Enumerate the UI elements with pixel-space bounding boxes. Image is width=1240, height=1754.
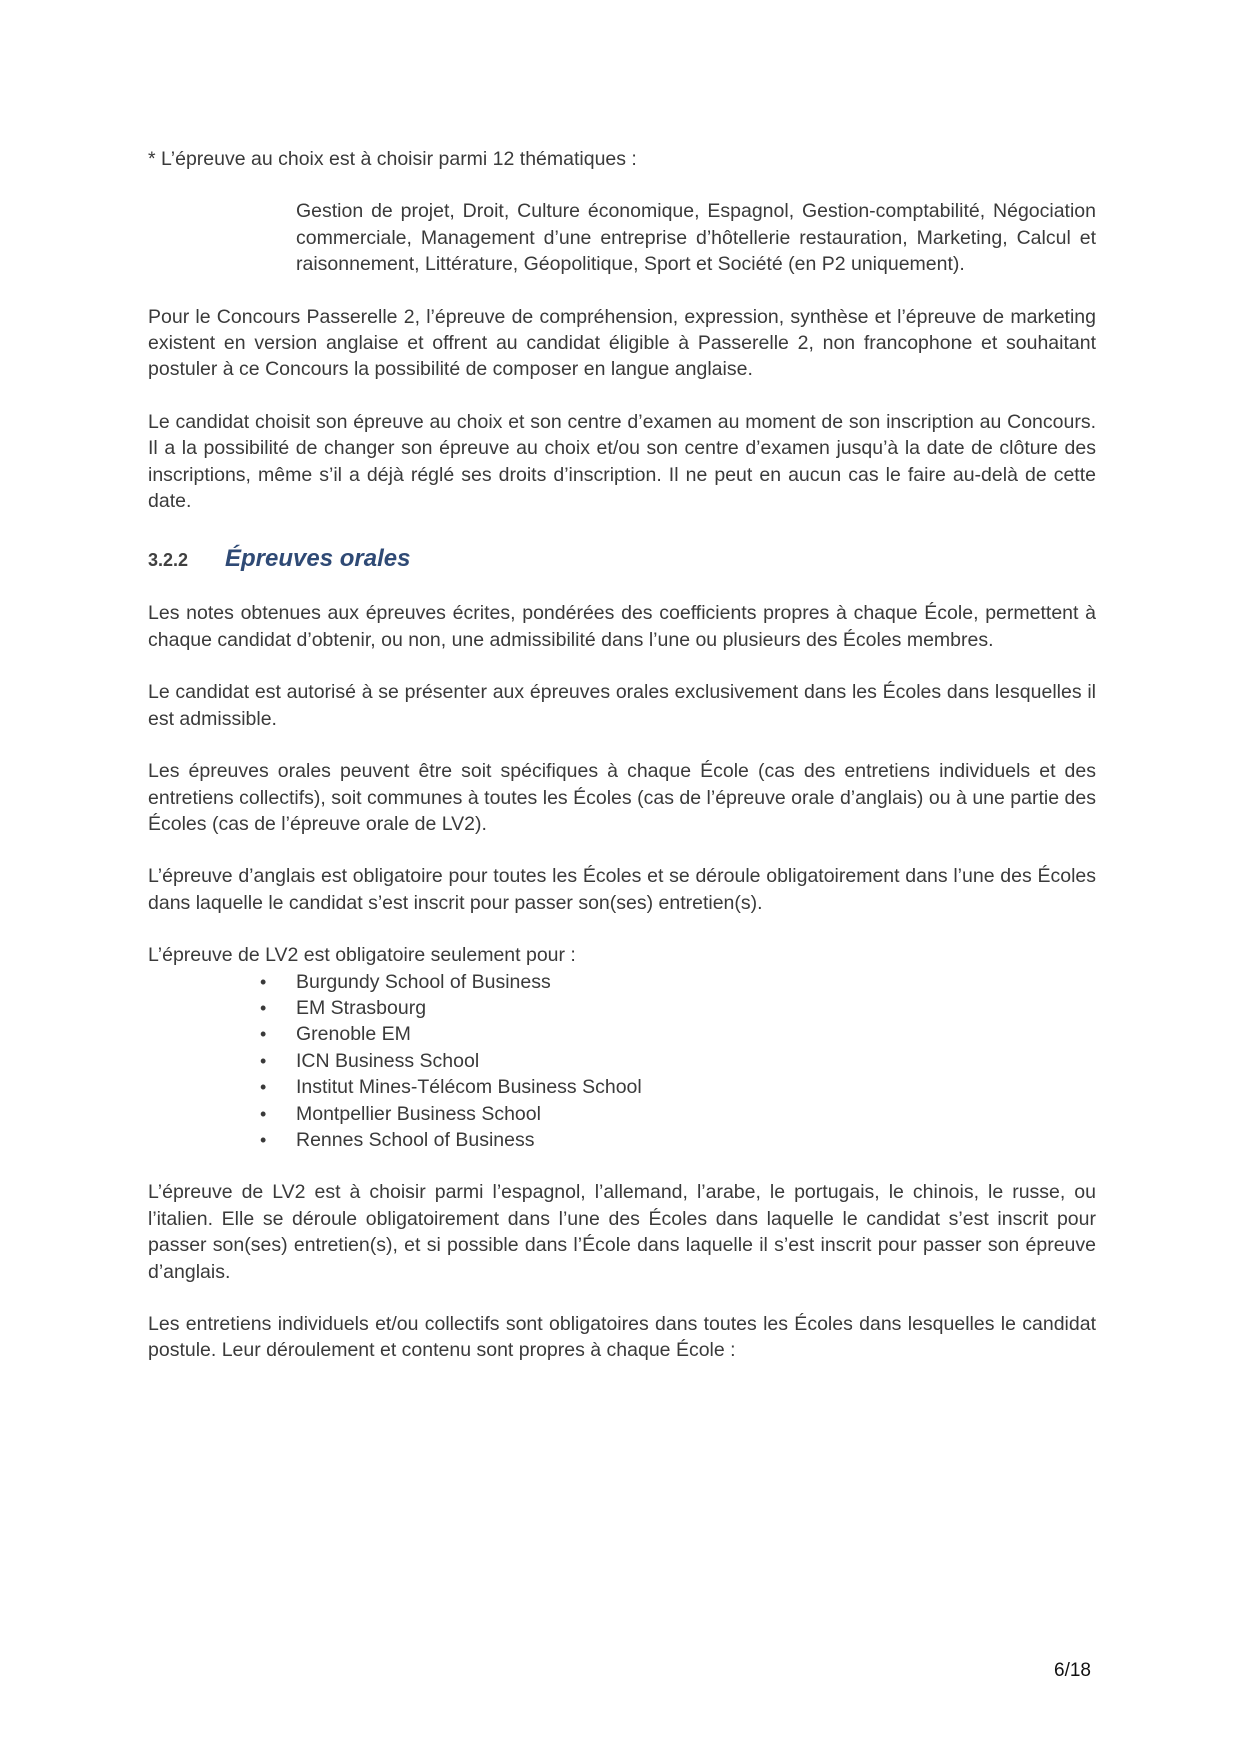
bullet-icon: • xyxy=(260,997,267,1018)
lv2-schools-list xyxy=(260,969,1096,1154)
oral-types-paragraph: Les épreuves orales peuvent être soit spécifiques à chaque École (cas des entretiens individuels et des entretiens collectifs), soit communes à toutes les Écoles (cas de l’épreuve orale d’anglais) ou à une partie des Écoles (cas de l’épreuve orale de LV2). xyxy=(148,760,1096,835)
section-number: 3.2.2 xyxy=(148,550,189,571)
interviews-paragraph: Les entretiens individuels et/ou collectifs sont obligatoires dans toutes les Écoles dans lesquelles le candidat postule. Leur déroulement et contenu sont propres à chaque École : xyxy=(148,1313,1096,1362)
bullet-icon: • xyxy=(260,971,267,992)
page-content xyxy=(148,146,1096,1364)
bullet-icon: • xyxy=(260,1024,267,1045)
list-item: • Burgundy School of Business xyxy=(260,969,1096,995)
lv2-required-intro: L’épreuve de LV2 est obligatoire seulement pour : xyxy=(148,944,576,967)
choice-exam-intro: * L’épreuve au choix est à choisir parmi 12 thématiques : xyxy=(148,148,637,170)
list-item: • Grenoble EM xyxy=(260,1021,1096,1047)
bullet-icon: • xyxy=(260,1077,267,1098)
list-item: • Montpellier Business School xyxy=(260,1101,1096,1127)
bullet-icon: • xyxy=(260,1103,267,1124)
bullet-icon: • xyxy=(260,1050,267,1071)
passerelle-english-paragraph: Pour le Concours Passerelle 2, l’épreuve de compréhension, expression, synthèse et l’épreuve de marketing existent en version anglaise et offrent au candidat éligible à Passerelle 2, non francophone et souhaitant postuler à ce Concours la possibilité de composer en langue anglaise. xyxy=(148,305,1096,381)
list-item: • EM Strasbourg xyxy=(260,995,1096,1021)
exam-center-paragraph: Le candidat choisit son épreuve au choix et son centre d’examen au moment de son inscription au Concours. Il a la possibilité de changer son épreuve au choix et/ou son centre d’examen jusqu’à la date de clôture des inscriptions, même s’il a déjà réglé ses droits d’inscription. Il ne peut en aucun cas le faire au-delà de cette date. xyxy=(148,410,1096,513)
list-item: • Rennes School of Business xyxy=(260,1127,1096,1153)
page-number: 6/18 xyxy=(1054,1660,1091,1681)
lv2-choice-paragraph: L’épreuve de LV2 est à choisir parmi l’espagnol, l’allemand, l’arabe, le portugais, le chinois, le russe, ou l’italien. Elle se déroule obligatoirement dans l’une des Écoles dans laquelle le candidat s’est inscrit pour passer son(ses) entretien(s), et si possible dans l’École dans laquelle il s’est inscrit pour passer son épreuve d’anglais. xyxy=(148,1181,1096,1283)
oral-authorization-paragraph: Le candidat est autorisé à se présenter aux épreuves orales exclusivement dans les Écoles dans lesquelles il est admissible. xyxy=(148,681,1096,730)
thematics-list: Gestion de projet, Droit, Culture économique, Espagnol, Gestion-comptabilité, Négociation commerciale, Management d’une entreprise d’hôtellerie restauration, Marketing, Calcul et raisonnement, Littérature, Géopolitique, Sport et Société (en P2 uniquement). xyxy=(296,200,1096,276)
bullet-icon: • xyxy=(260,1129,267,1150)
list-item: • Institut Mines-Télécom Business School xyxy=(260,1074,1096,1100)
admissibility-paragraph: Les notes obtenues aux épreuves écrites, pondérées des coefficients propres à chaque École, permettent à chaque candidat d’obtenir, ou non, une admissibilité dans l’une ou plusieurs des Écoles membres. xyxy=(148,602,1096,651)
english-exam-paragraph: L’épreuve d’anglais est obligatoire pour toutes les Écoles et se déroule obligatoirement dans l’une des Écoles dans laquelle le candidat s’est inscrit pour passer son(ses) entretien(s). xyxy=(148,865,1096,914)
list-item: • ICN Business School xyxy=(260,1048,1096,1074)
section-heading xyxy=(148,545,1096,573)
section-title: Épreuves orales xyxy=(225,545,411,573)
